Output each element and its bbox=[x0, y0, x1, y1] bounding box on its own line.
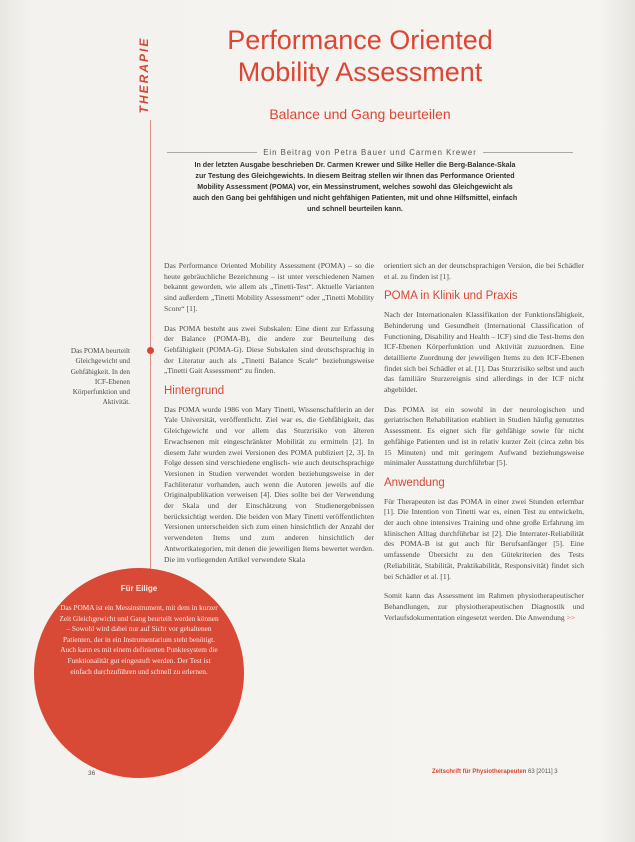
paragraph: Für Therapeuten ist das POMA in einer zwei Stunden erlernbar [1]. Die Intention von Tinetti war es, einen Test zu entwickeln, der auch ohne intensives Training und ohne große Erfahrung im klinischen Alltag durchführbar ist [2]. Die Interrater-Reliabilität des POMA-B ist gut auch für Berufsanfänger [5]. Eine umfassende Übersicht zu den Gütekriterien des Tests (Reliabilität, Stabilität, Praktikabilität, Responsivität) findet sich bei Schädler et al. [1]. bbox=[384, 496, 584, 581]
paragraph: Das POMA wurde 1986 von Mary Tinetti, Wissenschaftlerin an der Yale Universität, veröffentlicht. Ziel war es, die Gehfähigkeit, das Gleichgewicht und vor allem das Sturzrisiko von älteren Erwachsenen mit eingeschränkter Mobilität zu ermitteln [2]. In diesem Jahr wurden zwei Versionen des POMA publiziert [2, 3]. In Folge dessen sind verschiedene englisch- wie auch deutschsprachige Versionen in Studien verwendet worden beziehungsweise in der Fachliteratur vorhanden, auch wenn die Autoren jeweils auf die Originalpublikation verweisen [4]. Dies sollte bei der Verwendung der Skala und der Einschätzung von Studienergebnissen berücksichtigt werden. Die beiden von Mary Tinetti veröffentlichten Versionen unterscheiden sich zum einen hinsichtlich der Anzahl der verwendeten Items und zum anderen hinsichtlich der Antwortkategorien, mit denen die jeweiligen Items bewertet werden. Die im vorliegenden Artikel verwendete Skala bbox=[164, 404, 374, 564]
article-subtitle: Balance und Gang beurteilen bbox=[269, 106, 451, 122]
paragraph-text: Somit kann das Assessment im Rahmen physiotherapeutischer Behandlungen, zur physiotherapeutischen Diagnostik und Verlaufsdokumentation eingesetzt werden. Die Anwendung bbox=[384, 591, 584, 622]
callout-title: Für Eilige bbox=[120, 584, 158, 593]
paragraph: Nach der Internationalen Klassifikation der Funktionsfähigkeit, Behinderung und Gesundheit (International Classification of Functioning, Disability and Health – ICF) sind die Test-Items den ICF-Ebenen Körperfunktion und Aktivität zuzuordnen. Eine detaillierte Zuordnung der jeweiligen Items zu den ICF-Ebenen findet sich bei Schädler et al. [1]. Das Sturzrisiko selbst und auch das familiäre Sturzereignis sind allerdings in der ICF nicht abgebildet. bbox=[384, 310, 584, 395]
footer-issue: 63 [2011] 3 bbox=[528, 769, 558, 775]
section-tag: THERAPIE bbox=[137, 36, 151, 114]
rule-marker-dot bbox=[147, 347, 154, 354]
byline-text: Ein Beitrag von Petra Bauer und Carmen Krewer bbox=[263, 148, 477, 157]
callout-body: Das POMA ist ein Messinstrument, mit dem in kurzer Zeit Gleichgewicht und Gang beurteilt werden können – Sowohl wird dabei nur auf Sicht vor gehaltenen Patienten, der in ein Instrumentarium steht benötigt. Auch kann es mit einem definierten Punktesystem die Funktionalität gut eingestuft werden. Der Test ist einfach durchzuführen und schnell zu erlernen. bbox=[59, 603, 219, 676]
paragraph: orientiert sich an der deutschsprachigen Version, die bei Schädler et al. zu finden ist [1]. bbox=[384, 261, 584, 281]
footer bbox=[432, 769, 558, 775]
paragraph: Das POMA ist ein sowohl in der neurologischen und geriatrischen Rehabilitation etabliert in Studien häufig genutztes Assessment. Es eignet sich für gehfähige sowie für nicht gehfähige Patienten und ist in relativ kurzer Zeit (circa zehn bis 15 Minuten) und mit geringem Aufwand beziehungsweise minimaler Ausstattung durchführbar [5]. bbox=[384, 404, 584, 468]
body-column-1 bbox=[164, 261, 374, 574]
article-title bbox=[190, 24, 530, 88]
intro-paragraph: In der letzten Ausgabe beschrieben Dr. Carmen Krewer und Silke Heller die Berg-Balance-Skala zur Testung des Gleichgewichts. In diesem Beitrag stellen wir Ihnen das Performance Oriented Mobility Assessment (POMA) vor, ein Messinstrument, welches sowohl das Gleichgewicht als auch den Gang bei gehfähigen und nicht gehfähigen Patienten, mit und ohne Hilfsmittel, einfach und schnell beurteilen kann. bbox=[192, 161, 518, 213]
section-heading: Anwendung bbox=[384, 476, 445, 489]
margin-note: Das POMA beurteilt Gleichgewicht und Gehfähigkeit. In den ICF-Ebenen Körperfunktion und Aktivität. bbox=[70, 347, 130, 407]
title-line-2: Mobility Assessment bbox=[237, 57, 483, 87]
byline bbox=[160, 148, 580, 157]
continue-arrows: >> bbox=[566, 612, 576, 622]
paragraph: Das Performance Oriented Mobility Assessment (POMA) – so die heute gebräuchliche Bezeichnung – ist unter verschiedenen Namen bekannt geworden, wie allem als „Tinetti-Test“. Aktuelle Varianten sind außerdem „Tinetti Mobility Assessment“ oder „Tinetti Mobility Score“ [1]. bbox=[164, 261, 374, 313]
byline-rule-right bbox=[483, 152, 573, 153]
section-heading: POMA in Klinik und Praxis bbox=[384, 290, 518, 303]
body-column-2 bbox=[384, 261, 584, 632]
title-line-1: Performance Oriented bbox=[227, 25, 493, 55]
byline-rule-left bbox=[167, 152, 257, 153]
paragraph bbox=[384, 591, 584, 623]
section-heading: Hintergrund bbox=[164, 385, 225, 398]
footer-journal: Zeitschrift für Physiotherapeuten bbox=[432, 769, 527, 775]
callout-circle bbox=[34, 568, 244, 778]
paragraph: Das POMA besteht aus zwei Subskalen: Eine dient zur Erfassung der Balance (POMA-B), die andere zur Beurteilung des Gehfähigkeit (POMA-G). Diese Subskalen sind deutschsprachig in der Literatur auch als „Tinetti Balance Scale“ beziehungsweise „Tinetti Gait Assessment“ zu finden. bbox=[164, 323, 374, 376]
page-number: 36 bbox=[88, 770, 96, 777]
